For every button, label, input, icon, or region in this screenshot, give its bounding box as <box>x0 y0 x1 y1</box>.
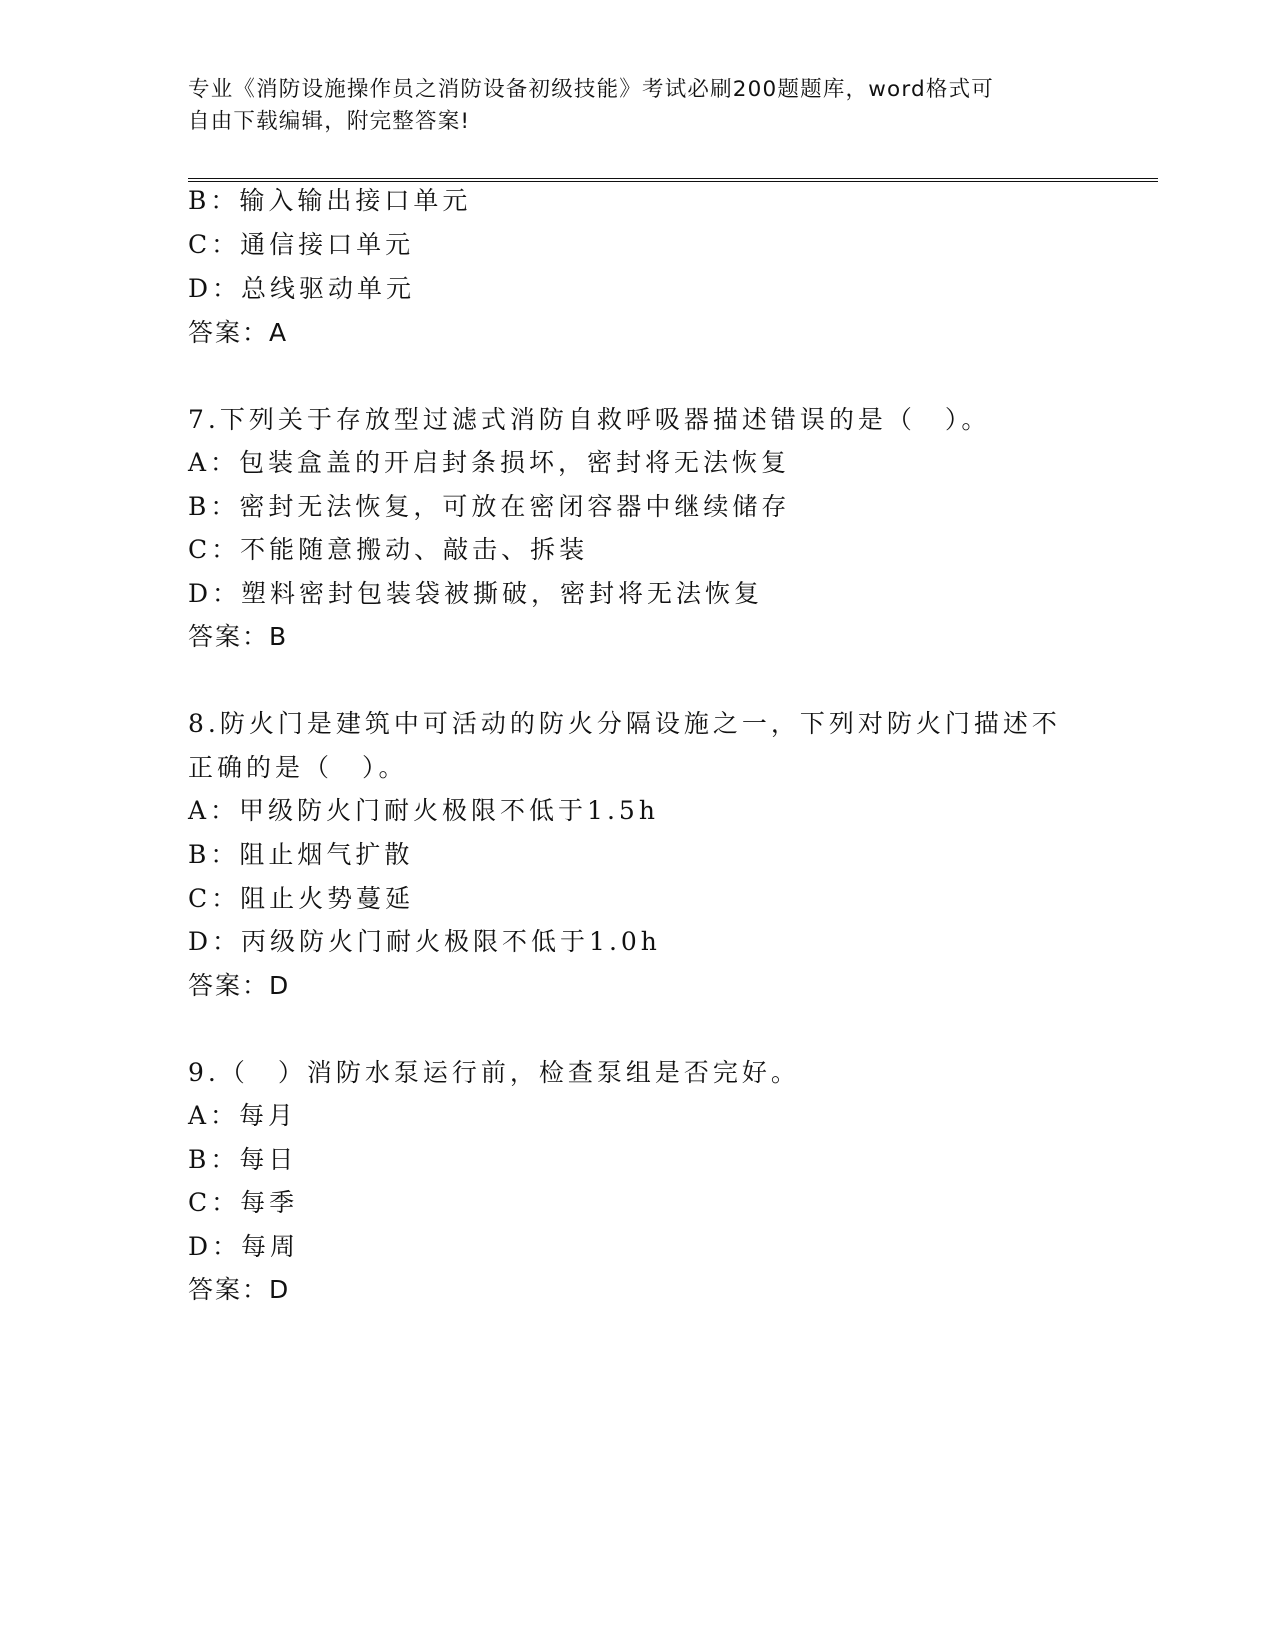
question-stem: 9.（ ）消防水泵运行前，检查泵组是否完好。 <box>188 1058 800 1087</box>
option-line: D：总线驱动单元 <box>188 274 416 303</box>
option-line: B：密封无法恢复，可放在密闭容器中继续储存 <box>188 492 791 521</box>
option-line: D：塑料密封包装袋被撕破，密封将无法恢复 <box>188 579 764 608</box>
option-line: B：阻止烟气扩散 <box>188 840 414 869</box>
question-stem: 8.防火门是建筑中可活动的防火分隔设施之一，下列对防火门描述不 <box>188 709 1061 738</box>
option-line: D：丙级防火门耐火极限不低于1.0h <box>188 927 661 956</box>
option-line: B：每日 <box>188 1145 298 1174</box>
option-line: C：每季 <box>188 1188 299 1217</box>
option-line: A：甲级防火门耐火极限不低于1.5h <box>188 796 659 825</box>
answer-line: 答案：B <box>188 622 289 651</box>
question-stem: 正确的是（ ）。 <box>188 753 408 782</box>
header-divider <box>188 178 1158 182</box>
option-line: A：每月 <box>188 1101 298 1130</box>
option-line: A：包装盒盖的开启封条损坏，密封将无法恢复 <box>188 448 791 477</box>
document-header <box>188 74 1088 138</box>
option-line: B：输入输出接口单元 <box>188 186 472 215</box>
header-line-2: 自由下载编辑，附完整答案! <box>188 109 471 134</box>
header-line-1: 专业《消防设施操作员之消防设备初级技能》考试必刷200题题库，word格式可 <box>188 77 994 102</box>
answer-line: 答案：D <box>188 971 291 1000</box>
answer-line: 答案：D <box>188 1275 291 1304</box>
option-line: C：通信接口单元 <box>188 230 415 259</box>
question-stem: 7.下列关于存放型过滤式消防自救呼吸器描述错误的是（ ）。 <box>188 405 991 434</box>
option-line: C：阻止火势蔓延 <box>188 884 415 913</box>
option-line: D：每周 <box>188 1232 300 1261</box>
answer-line: 答案：A <box>188 318 289 347</box>
option-line: C：不能随意搬动、敲击、拆装 <box>188 535 589 564</box>
